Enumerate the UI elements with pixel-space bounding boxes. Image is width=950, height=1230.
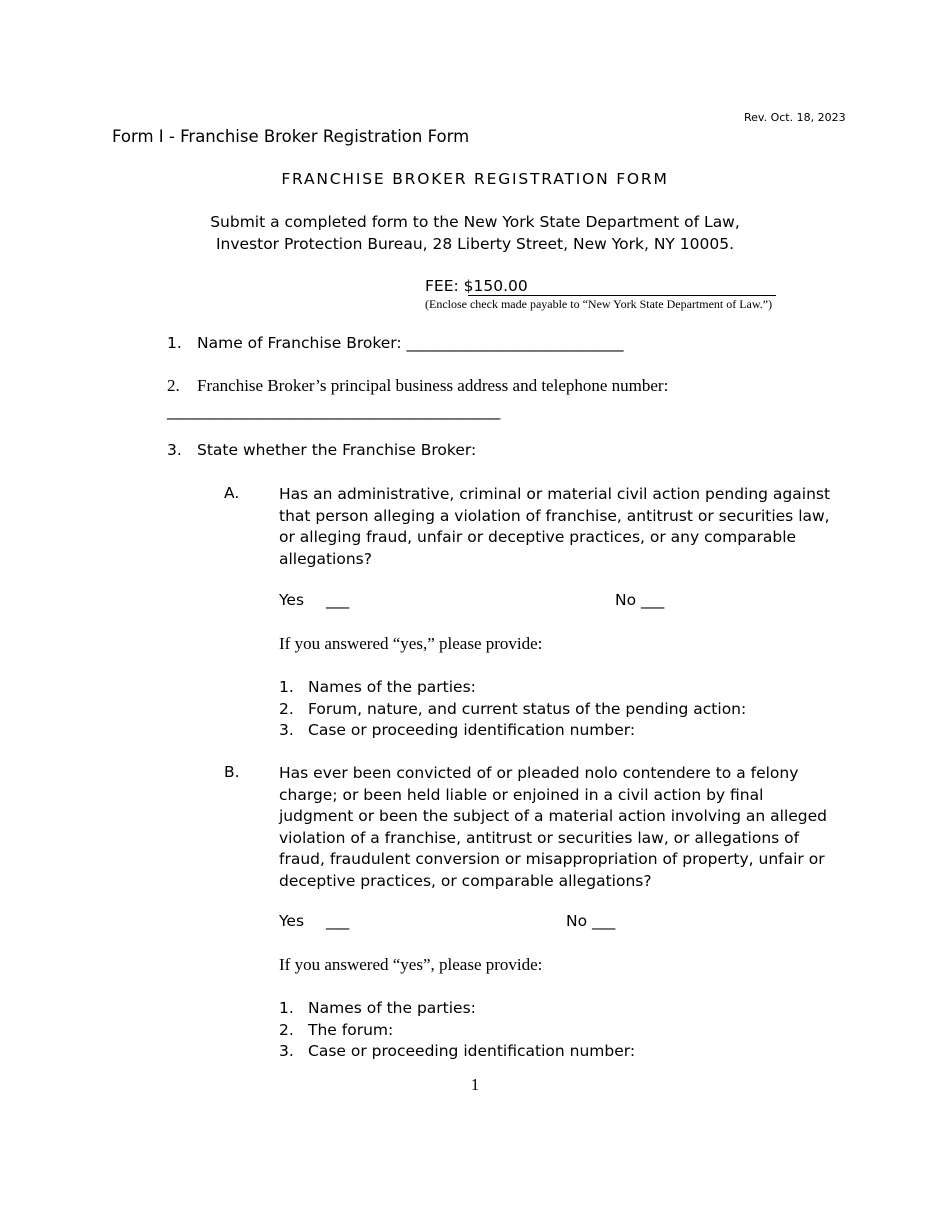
submission-instructions: [0, 211, 950, 255]
item-2-number: 2.: [167, 376, 180, 395]
list-item: 3. Case or proceeding identification number:: [279, 721, 636, 739]
item-2-blank-line: ___________________________________________: [167, 402, 501, 420]
item-1-broker-name: Name of Franchise Broker: ____________________________: [197, 334, 624, 352]
section-a-question: Has an administrative, criminal or material civil action pending against that person alleging a violation of franchise, antitrust or securities law, or alleging fraud, unfair or deceptive practices, or any comparable allegations?: [279, 485, 831, 568]
fee-label: FEE:: [425, 277, 464, 295]
section-b-list: [279, 998, 635, 1063]
section-b-if-yes: If you answered “yes”, please provide:: [279, 955, 543, 974]
fee-underline: [468, 295, 776, 296]
section-a-list: [279, 677, 746, 742]
instructions-line-1: Submit a completed form to the New York State Department of Law,: [210, 213, 740, 231]
section-b-yes-label: Yes: [279, 912, 305, 930]
item-2-address: Franchise Broker’s principal business address and telephone number:: [197, 376, 669, 395]
section-b-question: Has ever been convicted of or pleaded nolo contendere to a felony charge; or been held liable or enjoined in a civil action by final judgment or been the subject of a material action involving an alleged violation of a franchise, antitrust or securities law, or allegations of fraud, fraudulent conversion or misappropriation of property, unfair or deceptive practices, or comparable allegations?: [279, 764, 828, 890]
section-a-yes-label: Yes: [279, 591, 305, 609]
section-b-no: No ___: [566, 912, 616, 930]
page-title: FRANCHISE BROKER REGISTRATION FORM: [281, 170, 669, 188]
item-3-text: State whether the Franchise Broker:: [197, 441, 477, 459]
page-number: 1: [470, 1075, 480, 1094]
section-b-yes-blank: ___: [326, 912, 350, 930]
fee-note: (Enclose check made payable to “New York State Department of Law.”): [425, 297, 773, 311]
section-b-yes: [279, 912, 349, 930]
list-item: 2. The forum:: [279, 1020, 394, 1039]
instructions-line-2: Investor Protection Bureau, 28 Liberty Street, New York, NY 10005.: [215, 235, 735, 253]
list-item: 2. Forum, nature, and current status of the pending action:: [279, 699, 747, 718]
fee: [425, 277, 528, 295]
form-name: Form I - Franchise Broker Registration Form: [112, 127, 470, 146]
section-a-yes: [279, 591, 349, 609]
revision-date: Rev. Oct. 18, 2023: [744, 111, 846, 124]
item-3-number: 3.: [167, 441, 182, 459]
fee-amount: $150.00: [463, 277, 528, 295]
section-a-if-yes: If you answered “yes,” please provide:: [279, 634, 543, 653]
item-1-number: 1.: [167, 334, 182, 352]
list-item: 1. Names of the parties:: [279, 678, 476, 696]
list-item: 3. Case or proceeding identification number:: [279, 1042, 636, 1060]
section-a-letter: A.: [224, 484, 240, 502]
section-a-yes-blank: ___: [326, 591, 350, 609]
list-item: 1. Names of the parties:: [279, 999, 476, 1017]
section-a-no: No ___: [615, 591, 665, 609]
section-b-letter: B.: [224, 763, 240, 781]
